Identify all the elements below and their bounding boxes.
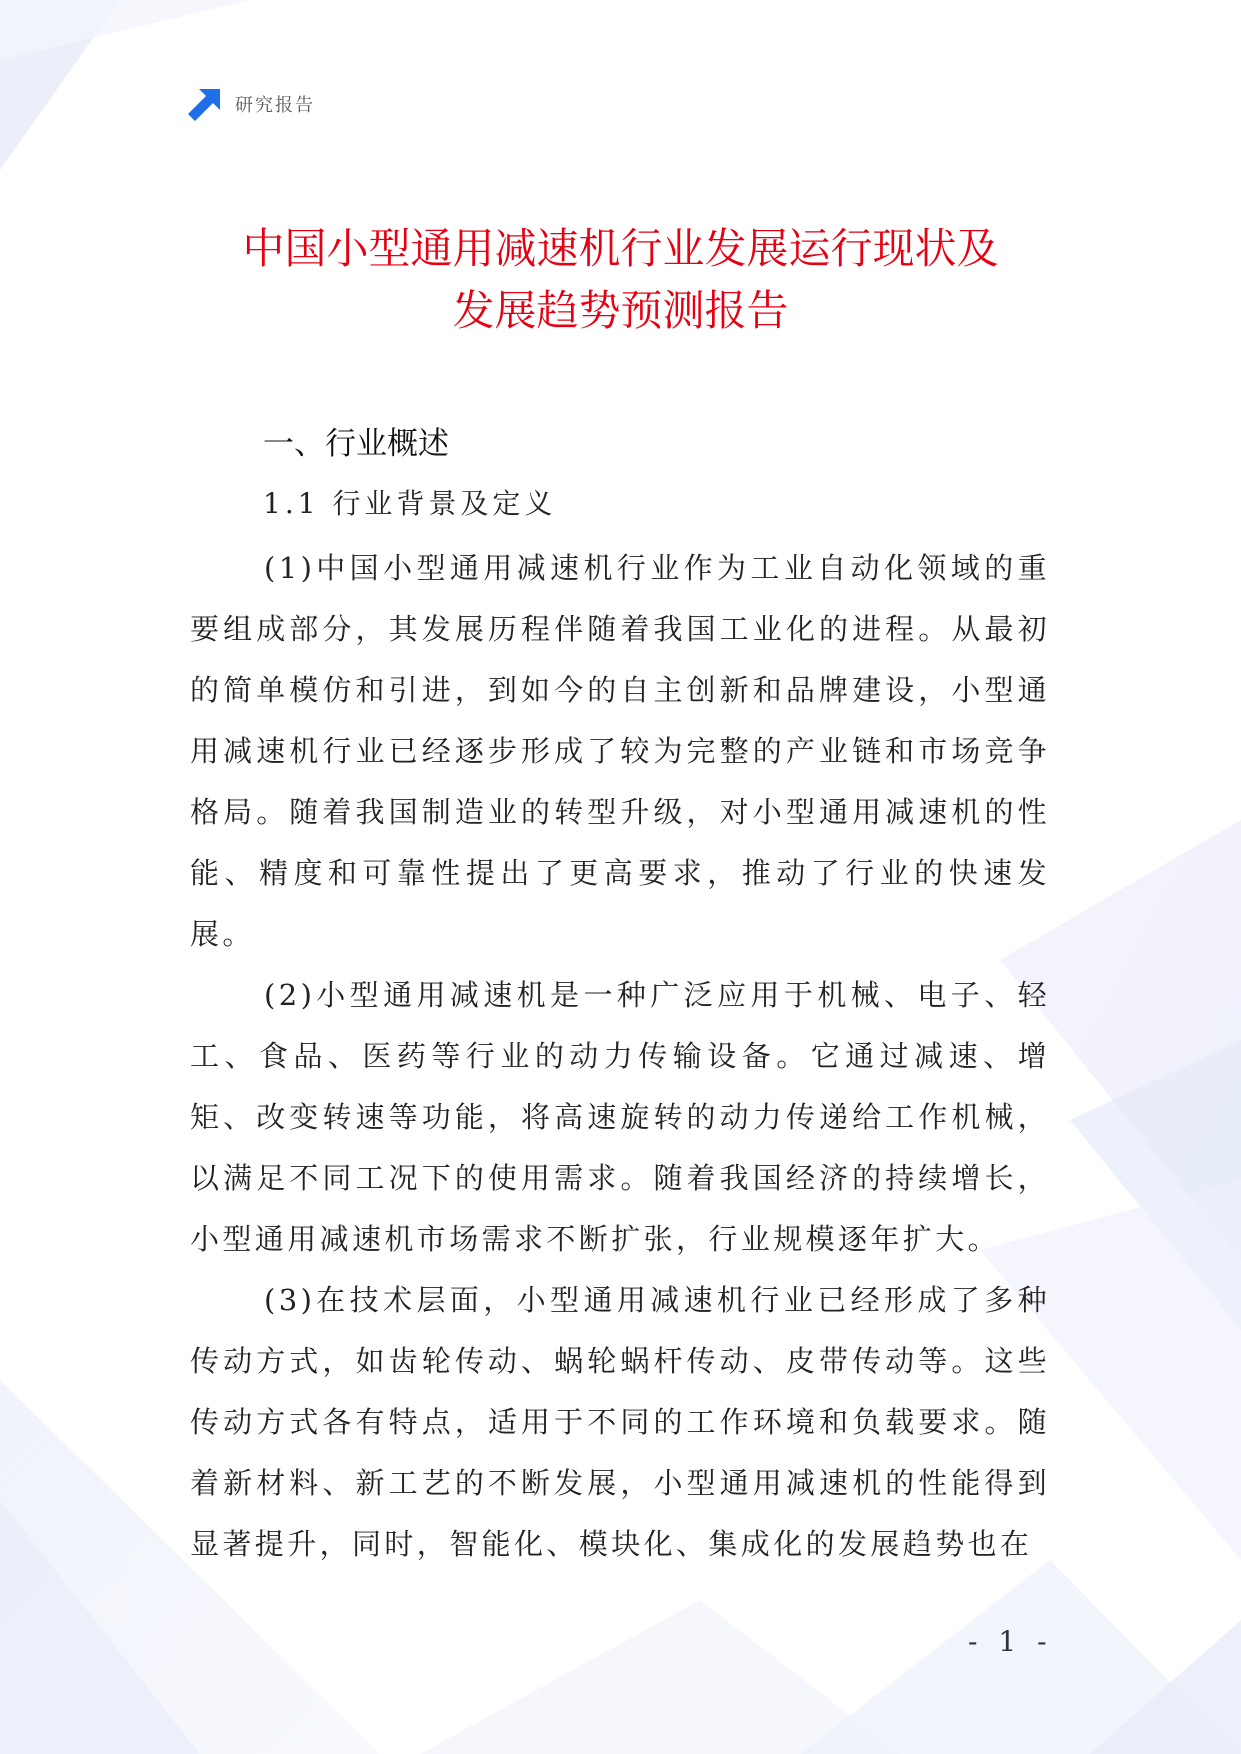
page-number: - 1 - bbox=[968, 1625, 1053, 1658]
report-title bbox=[150, 218, 1091, 342]
arrow-up-right-icon bbox=[187, 86, 223, 122]
title-line-2: 发展趋势预测报告 bbox=[452, 286, 789, 335]
paragraph-1: (1)中国小型通用减速机行业作为工业自动化领域的重要组成部分，其发展历程伴随着我国工业化的进程。从最初的简单模仿和引进，到如今的自主创新和品牌建设，小型通用减速机行业已经逐步形成了较为完整的产业链和市场竞争格局。随着我国制造业的转型升级，对小型通用减速机的性能、精度和可靠性提出了更高要求，推动了行业的快速发展。 bbox=[190, 551, 1050, 951]
subsection-heading: 1.1 行业背景及定义 bbox=[263, 487, 557, 520]
body-text bbox=[190, 538, 1050, 1575]
report-header bbox=[187, 86, 315, 122]
header-label: 研究报告 bbox=[235, 95, 315, 116]
section-heading: 一、行业概述 bbox=[263, 426, 449, 462]
title-line-1: 中国小型通用减速机行业发展运行现状及 bbox=[242, 224, 999, 273]
paragraph-2: (2)小型通用减速机是一种广泛应用于机械、电子、轻工、食品、医药等行业的动力传输设备。它通过减速、增矩、改变转速等功能，将高速旋转的动力传递给工作机械，以满足不同工况下的使用需求。随着我国经济的持续增长，小型通用减速机市场需求不断扩张，行业规模逐年扩大。 bbox=[190, 978, 1050, 1256]
paragraph-3: (3)在技术层面，小型通用减速机行业已经形成了多种传动方式，如齿轮传动、蜗轮蜗杆传动、皮带传动等。这些传动方式各有特点，适用于不同的工作环境和负载要求。随着新材料、新工艺的不断发展，小型通用减速机的性能得到显著提升，同时，智能化、模块化、集成化的发展趋势也在 bbox=[190, 1283, 1050, 1561]
